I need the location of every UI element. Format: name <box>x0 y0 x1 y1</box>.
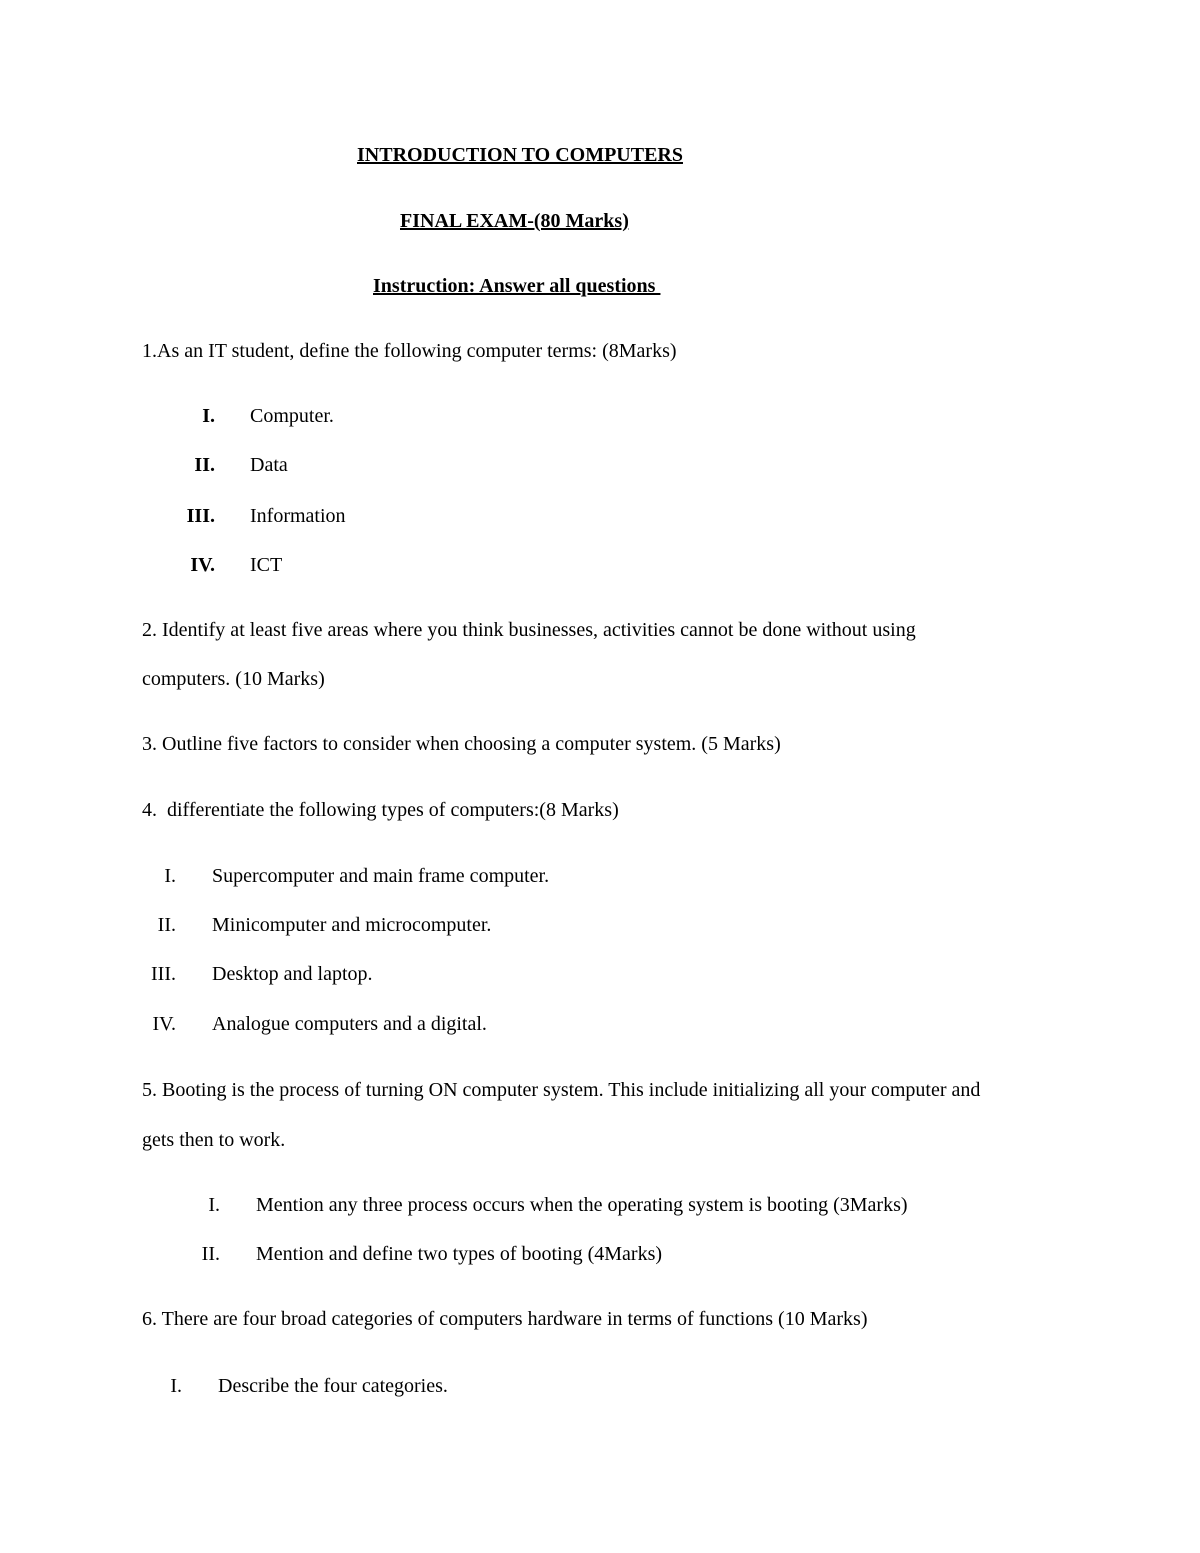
list-item: Describe the four categories. <box>218 1375 448 1397</box>
list-item: ICT <box>250 554 283 576</box>
question-4-text: 4. differentiate the following types of computers:(8 Marks) <box>142 799 619 821</box>
list-item-number: IV. <box>152 1013 176 1035</box>
list-item-number: II. <box>201 1243 220 1265</box>
question-5-text-line-2: gets then to work. <box>142 1129 286 1151</box>
list-item: Mention and define two types of booting (4Marks) <box>256 1243 663 1265</box>
question-2-text-line-1: 2. Identify at least five areas where you think businesses, activities cannot be done without using <box>142 619 916 641</box>
list-item-number: III. <box>186 505 215 527</box>
list-item: Mention any three process occurs when the operating system is booting (3Marks) <box>256 1194 908 1216</box>
question-2-text-line-2: computers. (10 Marks) <box>142 668 325 690</box>
question-1-text: 1.As an IT student, define the following computer terms: (8Marks) <box>142 340 677 362</box>
list-item-number: III. <box>151 963 176 985</box>
list-item-number: I. <box>208 1194 220 1216</box>
list-item: Analogue computers and a digital. <box>212 1013 487 1035</box>
question-6-text: 6. There are four broad categories of computers hardware in terms of functions (10 Marks) <box>142 1308 868 1330</box>
list-item-number: I. <box>202 405 215 427</box>
list-item-number: I. <box>170 1375 182 1397</box>
list-item: Data <box>250 454 288 476</box>
list-item-number: II. <box>157 914 176 936</box>
list-item: Minicomputer and microcomputer. <box>212 914 492 936</box>
list-item: Desktop and laptop. <box>212 963 373 985</box>
exam-title: INTRODUCTION TO COMPUTERS <box>357 144 683 166</box>
exam-subtitle: FINAL EXAM-(80 Marks) <box>400 210 629 232</box>
list-item-number: II. <box>194 454 215 476</box>
list-item-number: I. <box>164 865 176 887</box>
question-3-text: 3. Outline five factors to consider when choosing a computer system. (5 Marks) <box>142 733 781 755</box>
list-item: Supercomputer and main frame computer. <box>212 865 550 887</box>
exam-instruction: Instruction: Answer all questions <box>373 275 661 297</box>
list-item: Information <box>250 505 346 527</box>
list-item: Computer. <box>250 405 334 427</box>
question-5-text-line-1: 5. Booting is the process of turning ON computer system. This include initializing all your computer and <box>142 1079 981 1101</box>
list-item-number: IV. <box>190 554 215 576</box>
